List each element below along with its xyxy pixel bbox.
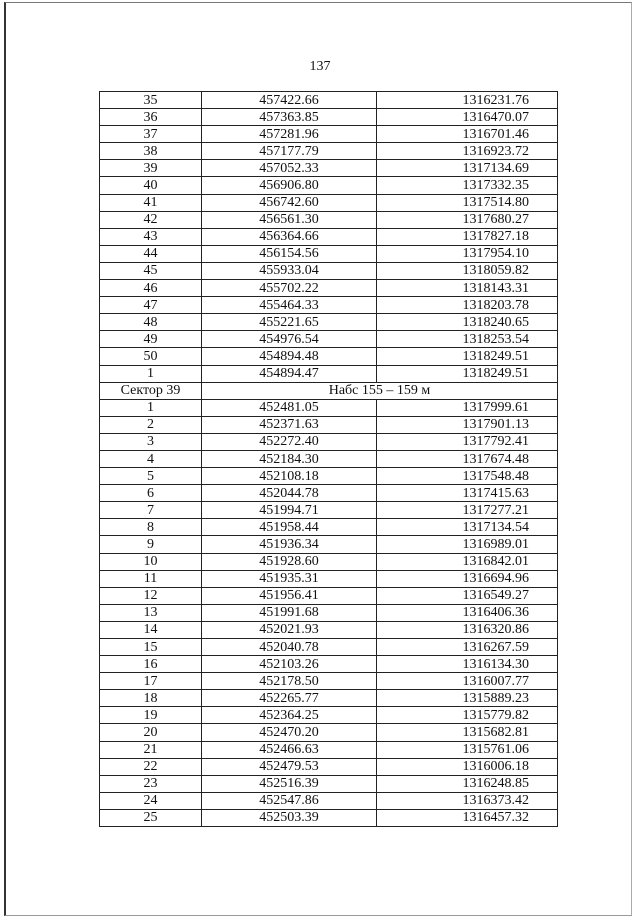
y-coordinate-cell: 1317415.63 <box>377 485 558 502</box>
x-coordinate-cell: 457052.33 <box>202 160 377 177</box>
point-number-cell: 6 <box>100 485 202 502</box>
point-number-cell: 25 <box>100 809 202 826</box>
x-coordinate-cell: 455464.33 <box>202 297 377 314</box>
x-coordinate-cell: 452466.63 <box>202 741 377 758</box>
point-number-cell: 48 <box>100 314 202 331</box>
x-coordinate-cell: 452516.39 <box>202 775 377 792</box>
table-row <box>100 809 558 826</box>
table-row <box>100 433 558 450</box>
table-row <box>100 314 558 331</box>
x-coordinate-cell: 457281.96 <box>202 126 377 143</box>
table-row <box>100 724 558 741</box>
table-row <box>100 553 558 570</box>
y-coordinate-cell: 1316231.76 <box>377 92 558 109</box>
point-number-cell: 38 <box>100 143 202 160</box>
point-number-cell: 45 <box>100 262 202 279</box>
table-row <box>100 92 558 109</box>
point-number-cell: 8 <box>100 519 202 536</box>
x-coordinate-cell: 454976.54 <box>202 331 377 348</box>
point-number-cell: 46 <box>100 280 202 297</box>
x-coordinate-cell: 452503.39 <box>202 809 377 826</box>
table-row <box>100 245 558 262</box>
x-coordinate-cell: 452021.93 <box>202 621 377 638</box>
point-number-cell: 14 <box>100 621 202 638</box>
page-number: 137 <box>309 59 331 74</box>
x-coordinate-cell: 452265.77 <box>202 690 377 707</box>
table-row <box>100 177 558 194</box>
point-number-cell: 4 <box>100 450 202 467</box>
table-row <box>100 262 558 279</box>
point-number-cell: 3 <box>100 433 202 450</box>
point-number-cell: 5 <box>100 468 202 485</box>
y-coordinate-cell: 1316989.01 <box>377 536 558 553</box>
table-row <box>100 587 558 604</box>
x-coordinate-cell: 451991.68 <box>202 604 377 621</box>
table-row <box>100 639 558 656</box>
table-row <box>100 365 558 382</box>
table-row <box>100 570 558 587</box>
x-coordinate-cell: 455221.65 <box>202 314 377 331</box>
y-coordinate-cell: 1317674.48 <box>377 450 558 467</box>
y-coordinate-cell: 1318249.51 <box>377 348 558 365</box>
y-coordinate-cell: 1316470.07 <box>377 109 558 126</box>
y-coordinate-cell: 1316694.96 <box>377 570 558 587</box>
x-coordinate-cell: 452184.30 <box>202 450 377 467</box>
y-coordinate-cell: 1317954.10 <box>377 245 558 262</box>
point-number-cell: 41 <box>100 194 202 211</box>
sector-header-row <box>100 382 558 399</box>
y-coordinate-cell: 1316248.85 <box>377 775 558 792</box>
point-number-cell: 19 <box>100 707 202 724</box>
table-row <box>100 468 558 485</box>
y-coordinate-cell: 1316923.72 <box>377 143 558 160</box>
table-row <box>100 502 558 519</box>
table-row <box>100 758 558 775</box>
point-number-cell: 9 <box>100 536 202 553</box>
table-row <box>100 399 558 416</box>
x-coordinate-cell: 452547.86 <box>202 792 377 809</box>
y-coordinate-cell: 1316267.59 <box>377 639 558 656</box>
y-coordinate-cell: 1316842.01 <box>377 553 558 570</box>
point-number-cell: 10 <box>100 553 202 570</box>
table-row <box>100 228 558 245</box>
x-coordinate-cell: 457177.79 <box>202 143 377 160</box>
y-coordinate-cell: 1315682.81 <box>377 724 558 741</box>
y-coordinate-cell: 1315889.23 <box>377 690 558 707</box>
x-coordinate-cell: 452364.25 <box>202 707 377 724</box>
table-row <box>100 280 558 297</box>
table-row <box>100 775 558 792</box>
point-number-cell: 23 <box>100 775 202 792</box>
point-number-cell: 15 <box>100 639 202 656</box>
point-number-cell: 7 <box>100 502 202 519</box>
y-coordinate-cell: 1315779.82 <box>377 707 558 724</box>
x-coordinate-cell: 452040.78 <box>202 639 377 656</box>
x-coordinate-cell: 452479.53 <box>202 758 377 775</box>
table-row <box>100 331 558 348</box>
point-number-cell: 37 <box>100 126 202 143</box>
point-number-cell: 16 <box>100 656 202 673</box>
point-number-cell: 47 <box>100 297 202 314</box>
y-coordinate-cell: 1318143.31 <box>377 280 558 297</box>
y-coordinate-cell: 1316373.42 <box>377 792 558 809</box>
x-coordinate-cell: 452481.05 <box>202 399 377 416</box>
table-row <box>100 485 558 502</box>
point-number-cell: 36 <box>100 109 202 126</box>
point-number-cell: 2 <box>100 416 202 433</box>
x-coordinate-cell: 452108.18 <box>202 468 377 485</box>
table-row <box>100 604 558 621</box>
point-number-cell: 17 <box>100 673 202 690</box>
y-coordinate-cell: 1317792.41 <box>377 433 558 450</box>
table-row <box>100 621 558 638</box>
x-coordinate-cell: 457363.85 <box>202 109 377 126</box>
table-row <box>100 297 558 314</box>
y-coordinate-cell: 1317901.13 <box>377 416 558 433</box>
y-coordinate-cell: 1316134.30 <box>377 656 558 673</box>
point-number-cell: 20 <box>100 724 202 741</box>
table-row <box>100 160 558 177</box>
table-row <box>100 143 558 160</box>
x-coordinate-cell: 452103.26 <box>202 656 377 673</box>
y-coordinate-cell: 1318249.51 <box>377 365 558 382</box>
y-coordinate-cell: 1318203.78 <box>377 297 558 314</box>
x-coordinate-cell: 452371.63 <box>202 416 377 433</box>
point-number-cell: 35 <box>100 92 202 109</box>
y-coordinate-cell: 1318059.82 <box>377 262 558 279</box>
x-coordinate-cell: 456154.56 <box>202 245 377 262</box>
table-row <box>100 792 558 809</box>
point-number-cell: 13 <box>100 604 202 621</box>
table-row <box>100 707 558 724</box>
y-coordinate-cell: 1317827.18 <box>377 228 558 245</box>
y-coordinate-cell: 1318240.65 <box>377 314 558 331</box>
point-number-cell: 11 <box>100 570 202 587</box>
x-coordinate-cell: 454894.48 <box>202 348 377 365</box>
y-coordinate-cell: 1317332.35 <box>377 177 558 194</box>
x-coordinate-cell: 456742.60 <box>202 194 377 211</box>
y-coordinate-cell: 1316007.77 <box>377 673 558 690</box>
x-coordinate-cell: 452044.78 <box>202 485 377 502</box>
y-coordinate-cell: 1317277.21 <box>377 502 558 519</box>
x-coordinate-cell: 452470.20 <box>202 724 377 741</box>
table-row <box>100 519 558 536</box>
table-row <box>100 109 558 126</box>
table-row <box>100 450 558 467</box>
point-number-cell: 12 <box>100 587 202 604</box>
y-coordinate-cell: 1317999.61 <box>377 399 558 416</box>
sector-label: Сектор 39 <box>100 382 202 399</box>
table-row <box>100 348 558 365</box>
point-number-cell: 21 <box>100 741 202 758</box>
y-coordinate-cell: 1315761.06 <box>377 741 558 758</box>
table-row <box>100 211 558 228</box>
table-row <box>100 194 558 211</box>
x-coordinate-cell: 451936.34 <box>202 536 377 553</box>
x-coordinate-cell: 451994.71 <box>202 502 377 519</box>
point-number-cell: 40 <box>100 177 202 194</box>
point-number-cell: 42 <box>100 211 202 228</box>
x-coordinate-cell: 451928.60 <box>202 553 377 570</box>
x-coordinate-cell: 456561.30 <box>202 211 377 228</box>
point-number-cell: 50 <box>100 348 202 365</box>
y-coordinate-cell: 1317680.27 <box>377 211 558 228</box>
point-number-cell: 43 <box>100 228 202 245</box>
table-row <box>100 741 558 758</box>
table-row <box>100 126 558 143</box>
y-coordinate-cell: 1317134.54 <box>377 519 558 536</box>
x-coordinate-cell: 455933.04 <box>202 262 377 279</box>
point-number-cell: 22 <box>100 758 202 775</box>
point-number-cell: 18 <box>100 690 202 707</box>
y-coordinate-cell: 1316701.46 <box>377 126 558 143</box>
x-coordinate-cell: 454894.47 <box>202 365 377 382</box>
sector-height-range: Набс 155 – 159 м <box>202 382 558 399</box>
table-row <box>100 536 558 553</box>
table-row <box>100 690 558 707</box>
y-coordinate-cell: 1316320.86 <box>377 621 558 638</box>
point-number-cell: 1 <box>100 365 202 382</box>
point-number-cell: 24 <box>100 792 202 809</box>
y-coordinate-cell: 1317134.69 <box>377 160 558 177</box>
y-coordinate-cell: 1318253.54 <box>377 331 558 348</box>
x-coordinate-cell: 452272.40 <box>202 433 377 450</box>
x-coordinate-cell: 456364.66 <box>202 228 377 245</box>
y-coordinate-cell: 1316457.32 <box>377 809 558 826</box>
point-number-cell: 49 <box>100 331 202 348</box>
y-coordinate-cell: 1317514.80 <box>377 194 558 211</box>
x-coordinate-cell: 451958.44 <box>202 519 377 536</box>
x-coordinate-cell: 452178.50 <box>202 673 377 690</box>
x-coordinate-cell: 457422.66 <box>202 92 377 109</box>
x-coordinate-cell: 451956.41 <box>202 587 377 604</box>
y-coordinate-cell: 1316406.36 <box>377 604 558 621</box>
point-number-cell: 1 <box>100 399 202 416</box>
x-coordinate-cell: 455702.22 <box>202 280 377 297</box>
table-row <box>100 656 558 673</box>
point-number-cell: 44 <box>100 245 202 262</box>
coordinates-table-body <box>100 92 558 827</box>
table-row <box>100 673 558 690</box>
x-coordinate-cell: 451935.31 <box>202 570 377 587</box>
y-coordinate-cell: 1317548.48 <box>377 468 558 485</box>
point-number-cell: 39 <box>100 160 202 177</box>
coordinates-table <box>99 91 558 827</box>
x-coordinate-cell: 456906.80 <box>202 177 377 194</box>
y-coordinate-cell: 1316006.18 <box>377 758 558 775</box>
y-coordinate-cell: 1316549.27 <box>377 587 558 604</box>
table-row <box>100 416 558 433</box>
